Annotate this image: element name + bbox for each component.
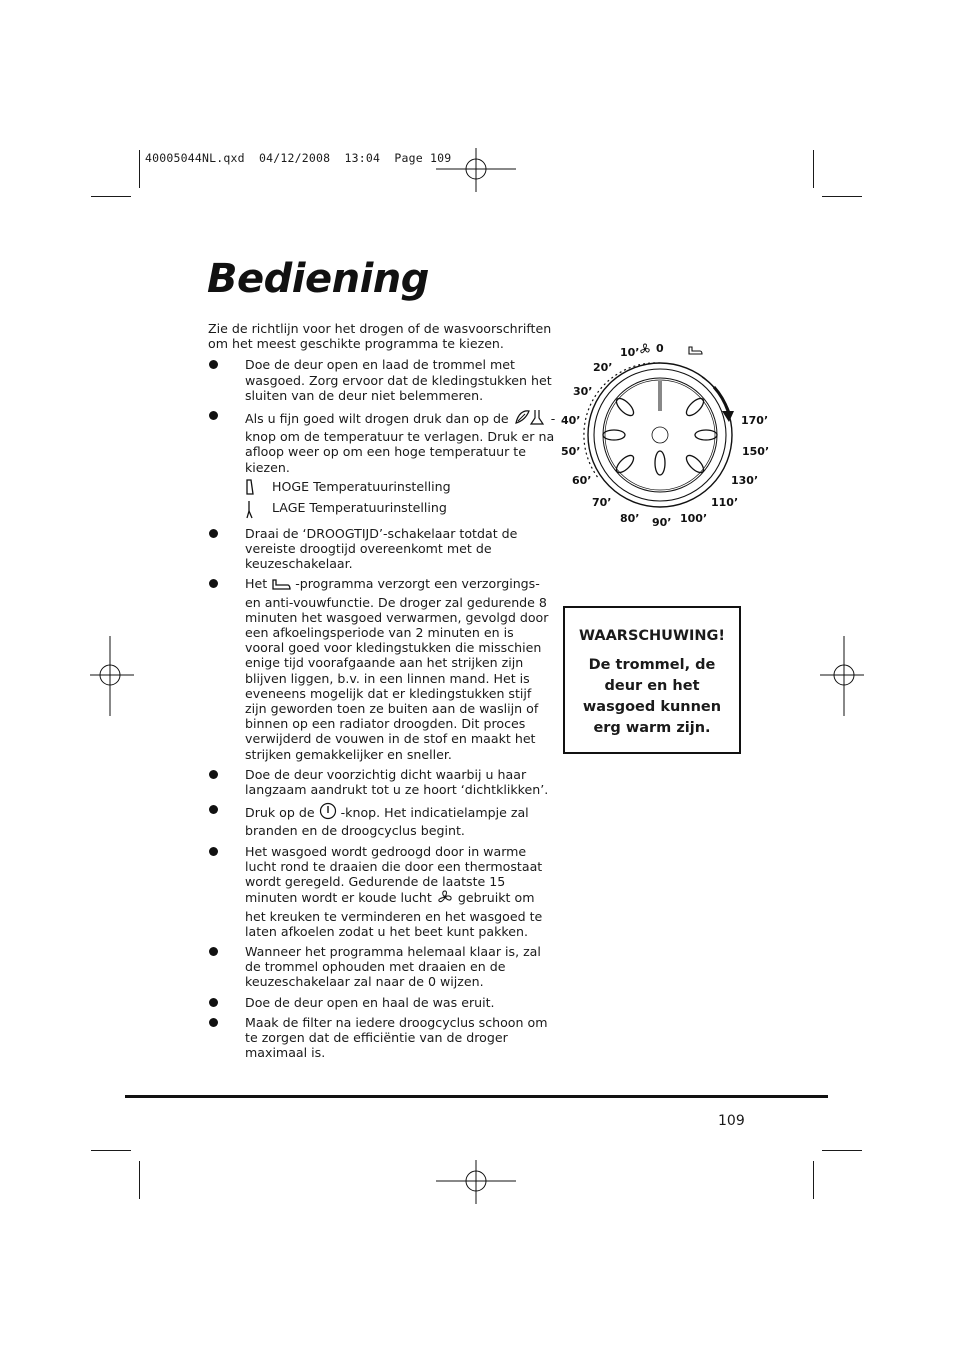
page-title: Bediening [207, 256, 429, 302]
bullet-icon [209, 998, 218, 1007]
dial-label-170: 170’ [741, 414, 769, 427]
print-slug: 40005044NL.qxd 04/12/2008 13:04 Page 109 [145, 151, 452, 165]
warning-title: WAARSCHUWING! [579, 628, 725, 644]
dial-label-70: 70’ [592, 496, 612, 509]
warning-text: De trommel, de deur en het wasgoed kunnen erg warm zijn. [582, 657, 722, 736]
bullet-icon [209, 360, 218, 369]
registration-mark-top [436, 148, 516, 192]
instruction-list [208, 357, 556, 1060]
list-item [208, 526, 556, 572]
dial-label-50: 50’ [561, 445, 581, 458]
bullet-icon [209, 770, 218, 779]
list-item-text: gebruikt om het kreuken te verminderen en het wasgoed te laten afkoelen zodat u het beet kunt pakken. [245, 890, 543, 939]
list-item [208, 995, 556, 1010]
list-item-text: Draai de ‘DROOGTIJD’-schakelaar totdat de vereiste droogtijd overeenkomt met de keuzeschakelaar. [245, 525, 518, 572]
bullet-icon [209, 529, 218, 538]
list-item [208, 767, 556, 797]
list-item-text: -knop. Het indicatielampje zal branden en de droogcyclus begint. [245, 805, 529, 839]
dial-label-150: 150’ [742, 445, 770, 458]
high-temperature-label: HOGE Temperatuurinstelling [272, 478, 451, 494]
list-item-text: Maak de filter na iedere droogcyclus schoon om te zorgen dat de efficiëntie van de droger maximaal is. [245, 1014, 548, 1061]
dial-label-110: 110’ [711, 496, 739, 509]
list-item [208, 844, 556, 939]
list-item-text: Als u fijn goed wilt drogen druk dan op de [245, 411, 509, 427]
list-item-text: -knop om de temperatuur te verlagen. Druk er na afloop weer op om een hoge temperatuur te kiezen. [245, 411, 556, 475]
knob-ribs [603, 381, 717, 475]
start-button-icon [319, 802, 337, 823]
dial-label-10: 10’ [620, 346, 640, 359]
list-item [208, 944, 556, 990]
page-number: 109 [718, 1113, 745, 1129]
dial-label-130: 130’ [731, 474, 759, 487]
fan-icon [641, 344, 650, 353]
bullet-icon [209, 579, 218, 588]
dial-label-0: 0 [656, 342, 664, 355]
dial-label-40: 40’ [561, 414, 581, 427]
footer-rule [125, 1095, 828, 1098]
high-temperature-icon [245, 478, 255, 496]
list-item-text: Druk op de [245, 805, 315, 821]
intro-text: Zie de richtlijn voor het drogen of de wasvoorschriften om het meest geschikte programma te kiezen. [208, 321, 552, 352]
rotation-arrow-icon [714, 387, 734, 422]
bullet-icon [209, 805, 218, 814]
instructions-column [208, 321, 556, 1065]
bullet-icon [209, 411, 218, 420]
bullet-icon [209, 947, 218, 956]
warning-box [563, 606, 741, 754]
list-item [208, 576, 556, 761]
dial-label-80: 80’ [620, 512, 640, 525]
dial-label-90: 90’ [652, 516, 672, 529]
list-item-text: Het [245, 576, 268, 592]
dial-label-30: 30’ [573, 385, 593, 398]
registration-mark-left [90, 636, 134, 716]
list-item [208, 802, 556, 838]
timer-dial-diagram [556, 333, 776, 533]
list-item [208, 357, 556, 403]
bullet-icon [209, 1018, 218, 1027]
list-item-text: Doe de deur voorzichtig dicht waarbij u haar langzaam aandrukt tot u ze hoort ‘dichtklikken’. [245, 766, 549, 798]
list-item [208, 408, 556, 521]
bullet-icon [209, 847, 218, 856]
low-temperature-icon [245, 499, 255, 519]
high-temperature-row [245, 479, 556, 500]
list-item-text: Doe de deur open en laad de trommel met wasgoed. Zorg ervoor dat de kledingstukken het sluiten van de deur niet belemmeren. [245, 357, 552, 403]
temperature-button-icon [513, 408, 547, 429]
dial-label-20: 20’ [593, 361, 613, 374]
low-temperature-label: LAGE Temperatuurinstelling [272, 499, 447, 515]
list-item-text: Wanneer het programma helemaal klaar is, zal de trommel ophouden met draaien en de keuzeschakelaar zal naar de 0 wijzen. [245, 943, 541, 990]
dial-label-60: 60’ [572, 474, 592, 487]
list-item-text: Het wasgoed wordt gedroogd door in warme lucht rond te draaien die door een thermostaat wordt geregeld. Gedurende de laatste 15 minuten wordt er koude lucht [245, 843, 543, 906]
registration-mark-bottom [436, 1160, 516, 1204]
iron-icon [689, 347, 702, 354]
low-temperature-row [245, 500, 556, 521]
dial-label-100: 100’ [680, 512, 708, 525]
registration-mark-right [820, 636, 864, 716]
iron-icon [271, 577, 291, 594]
list-item-text: -programma verzorgt een verzorgings- en anti-vouwfunctie. De droger zal gedurende 8 minuten het wasgoed verwarmen, gevolgd door een afkoelingsperiode van 2 minuten en is vooral goed voor kledingstukken die misschien enige tijd voorafgaande aan het strijken zijn blijven liggen, b.v. in een linnen mand. Het is eveneens mogelijk dat er kledingstukken stijf zijn geworden toen ze buiten aan de waslijn of binnen op een radiator droogden. Dit proces verwijderd de vouwen in de stof en maakt het strijken gemakkelijker en sneller. [245, 576, 549, 762]
fan-icon [436, 889, 454, 908]
list-item-text: Doe de deur open en haal de was eruit. [245, 994, 495, 1010]
list-item [208, 1015, 556, 1061]
